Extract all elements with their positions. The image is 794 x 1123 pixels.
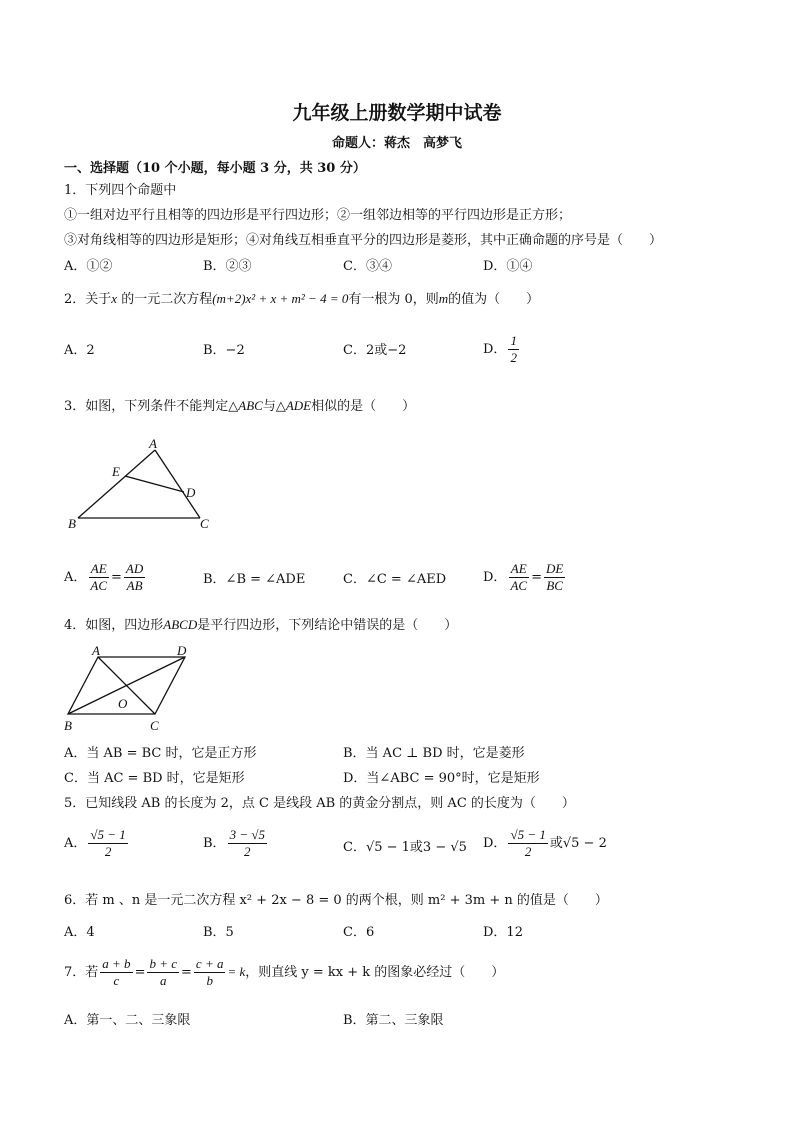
q4-label-a: A bbox=[92, 643, 100, 658]
q3-option-a-label: A． bbox=[64, 570, 87, 585]
q4-option-b: B．当 AC ⊥ BD 时，它是菱形 bbox=[343, 746, 525, 761]
q3-label-b: B bbox=[68, 516, 76, 531]
q2-var-m: m bbox=[438, 291, 449, 306]
q7-f3-num: c + a bbox=[195, 956, 224, 971]
q3-label-c: C bbox=[200, 516, 209, 531]
q3-option-d-n1: AE bbox=[510, 561, 527, 576]
q1-option-a: A．①② bbox=[64, 259, 113, 274]
q3-option-d-n2: DE bbox=[545, 561, 564, 576]
q1-stem: 1．下列四个命题中 bbox=[64, 183, 177, 198]
q4-stem-a: 4．如图，四边形 bbox=[64, 618, 164, 633]
authors: 命题人：蒋杰 高梦飞 bbox=[331, 136, 462, 151]
q3-option-a: A． $\frac{AE}{AC}$ = $\frac{AD}{AB}$ bbox=[64, 561, 144, 593]
q5-option-b-label: B． bbox=[203, 836, 226, 851]
q2-stem bbox=[64, 290, 539, 309]
q1-line2: ①一组对边平行且相等的四边形是平行四边形；②一组邻边相等的平行四边形是正方形； bbox=[64, 208, 572, 223]
q2-option-d bbox=[483, 333, 521, 366]
q5-option-a-label: A． bbox=[64, 836, 87, 851]
q5-option-a-den: 2 bbox=[104, 844, 112, 859]
q3-segment-ed bbox=[125, 476, 184, 492]
q4-label-c: C bbox=[150, 718, 159, 733]
q5-option-b-den: 2 bbox=[244, 844, 251, 859]
q6-option-c: C．6 bbox=[343, 925, 375, 940]
q4-quad: ABCD bbox=[163, 617, 198, 632]
q7-option-a: A．第一、二、三象限 bbox=[64, 1013, 191, 1028]
q7-f2-den: a bbox=[159, 973, 167, 988]
q6-option-d: D．12 bbox=[483, 925, 523, 940]
q6-option-b: B．5 bbox=[203, 925, 234, 940]
q2-option-c: C．2或−2 bbox=[343, 343, 407, 358]
q5-option-a-num: √5 − 1 bbox=[90, 827, 126, 842]
section-heading: 一、选择题（10 个小题，每小题 3 分，共 30 分） bbox=[64, 161, 366, 176]
q3-option-d-label: D． bbox=[483, 570, 507, 585]
q2-option-a: A．2 bbox=[64, 343, 95, 358]
q7-f2-num: b + c bbox=[149, 956, 178, 971]
q2-post: 有一根为 0，则 bbox=[348, 292, 439, 307]
q7-f3-den: b bbox=[206, 973, 213, 988]
q3-option-b: B．∠B = ∠ADE bbox=[203, 572, 306, 587]
q7-pre: 7．若 bbox=[64, 965, 99, 980]
q1-option-c: C．③④ bbox=[343, 259, 392, 274]
q2-option-d-label: D． bbox=[483, 342, 507, 357]
q5-option-a bbox=[64, 827, 130, 860]
q7-eq: = k bbox=[227, 964, 246, 979]
q3-label-e: E bbox=[112, 464, 120, 479]
q2-pre: 2．关于 bbox=[64, 292, 112, 307]
q6-option-a: A．4 bbox=[64, 925, 95, 940]
q5-stem: 5．已知线段 AB 的长度为 2，点 C 是线段 AB 的黄金分割点，则 AC 的长度为（ ） bbox=[64, 796, 575, 811]
q1-line3: ③对角线相等的四边形是矩形；④对角线互相垂直平分的四边形是菱形，其中正确命题的序号是（ ） bbox=[64, 233, 663, 248]
q5-option-c: C．√5 − 1或3 − √5 bbox=[343, 840, 467, 855]
q7-option-b: B．第二、三象限 bbox=[343, 1013, 444, 1028]
q3-triangle-ade: △ADE bbox=[275, 398, 312, 413]
q3-option-d: D． $\frac{AE}{AC}$ = $\frac{DE}{BC}$ bbox=[483, 561, 564, 593]
page-title: 九年级上册数学期中试卷 bbox=[292, 102, 502, 124]
q2-mid: 的一元二次方程 bbox=[117, 292, 213, 307]
q2-equation: (m+2)x² + x + m² − 4 = 0 bbox=[212, 291, 349, 306]
q4-option-a: A．当 AB = BC 时，它是正方形 bbox=[64, 746, 257, 761]
q4-label-b: B bbox=[64, 718, 72, 733]
q5-option-b bbox=[203, 827, 269, 860]
q3-option-c: C．∠C = ∠AED bbox=[343, 572, 447, 587]
q5-option-b-num: 3 − √5 bbox=[229, 827, 265, 842]
q1-option-b: B．②③ bbox=[203, 259, 252, 274]
q4-option-c: C．当 AC = BD 时，它是矩形 bbox=[64, 771, 245, 786]
q3-label-a: A bbox=[149, 436, 157, 451]
q3-option-a-d1: AC bbox=[90, 578, 108, 593]
q3-side-ab bbox=[78, 450, 155, 518]
q3-option-a-d2: AB bbox=[126, 578, 143, 593]
q3-option-d-d1: AC bbox=[510, 578, 528, 593]
q3-triangle-abc: △ABC bbox=[228, 398, 263, 413]
q3-option-a-n2: AD bbox=[125, 561, 144, 576]
q4-label-o: O bbox=[118, 696, 128, 711]
q4-stem bbox=[64, 616, 457, 635]
q6-stem: 6．若 m 、n 是一元二次方程 x² + 2x − 8 = 0 的两个根，则 m² + 3m + n 的值是（ ） bbox=[64, 893, 608, 908]
q2-var-x: x bbox=[111, 291, 118, 306]
q5-option-d-den: 2 bbox=[524, 844, 532, 859]
q5-option-d bbox=[483, 827, 607, 860]
q2-option-b: B．−2 bbox=[203, 343, 245, 358]
q3-option-a-n1: AE bbox=[90, 561, 107, 576]
q7-f1-den: c bbox=[113, 973, 120, 988]
q3-stem-a: 3．如图，下列条件不能判定 bbox=[64, 399, 229, 414]
q5-option-d-num: √5 − 1 bbox=[510, 827, 546, 842]
q7-post: ，则直线 y = kx + k 的图象必经过（ ） bbox=[245, 965, 505, 980]
q3-option-d-d2: BC bbox=[546, 578, 563, 593]
q3-side-ac bbox=[155, 450, 200, 518]
q3-stem bbox=[64, 397, 415, 416]
q2-option-d-num: 1 bbox=[510, 333, 517, 348]
q4-label-d: D bbox=[177, 643, 187, 658]
q2-option-d-den: 2 bbox=[510, 350, 517, 365]
q4-stem-b: 是平行四边形，下列结论中错误的是（ ） bbox=[197, 618, 458, 633]
q3-triangle-figure bbox=[60, 430, 220, 535]
q4-parallelogram-figure bbox=[60, 642, 200, 738]
q1-option-d: D．①④ bbox=[483, 259, 533, 274]
q7-f1-num: a + b bbox=[102, 956, 131, 971]
q7-stem: 7．若 $\frac{a + b}{c}$ = $\frac{b + c}{a}$ = $\frac{c + a}{b}$ = k，则直线 y = kx + k 的图象必经过（ ） bbox=[64, 956, 505, 988]
q2-tail: 的值为（ ） bbox=[448, 292, 540, 307]
q3-stem-c: 相似的是（ ） bbox=[311, 399, 416, 414]
q3-stem-b: 与 bbox=[262, 399, 276, 414]
q4-option-d: D．当∠ABC = 90°时，它是矩形 bbox=[343, 771, 540, 786]
q5-option-d-tail: 或√5 − 2 bbox=[549, 836, 607, 851]
q5-option-d-label: D． bbox=[483, 836, 507, 851]
q3-label-d: D bbox=[186, 485, 196, 500]
